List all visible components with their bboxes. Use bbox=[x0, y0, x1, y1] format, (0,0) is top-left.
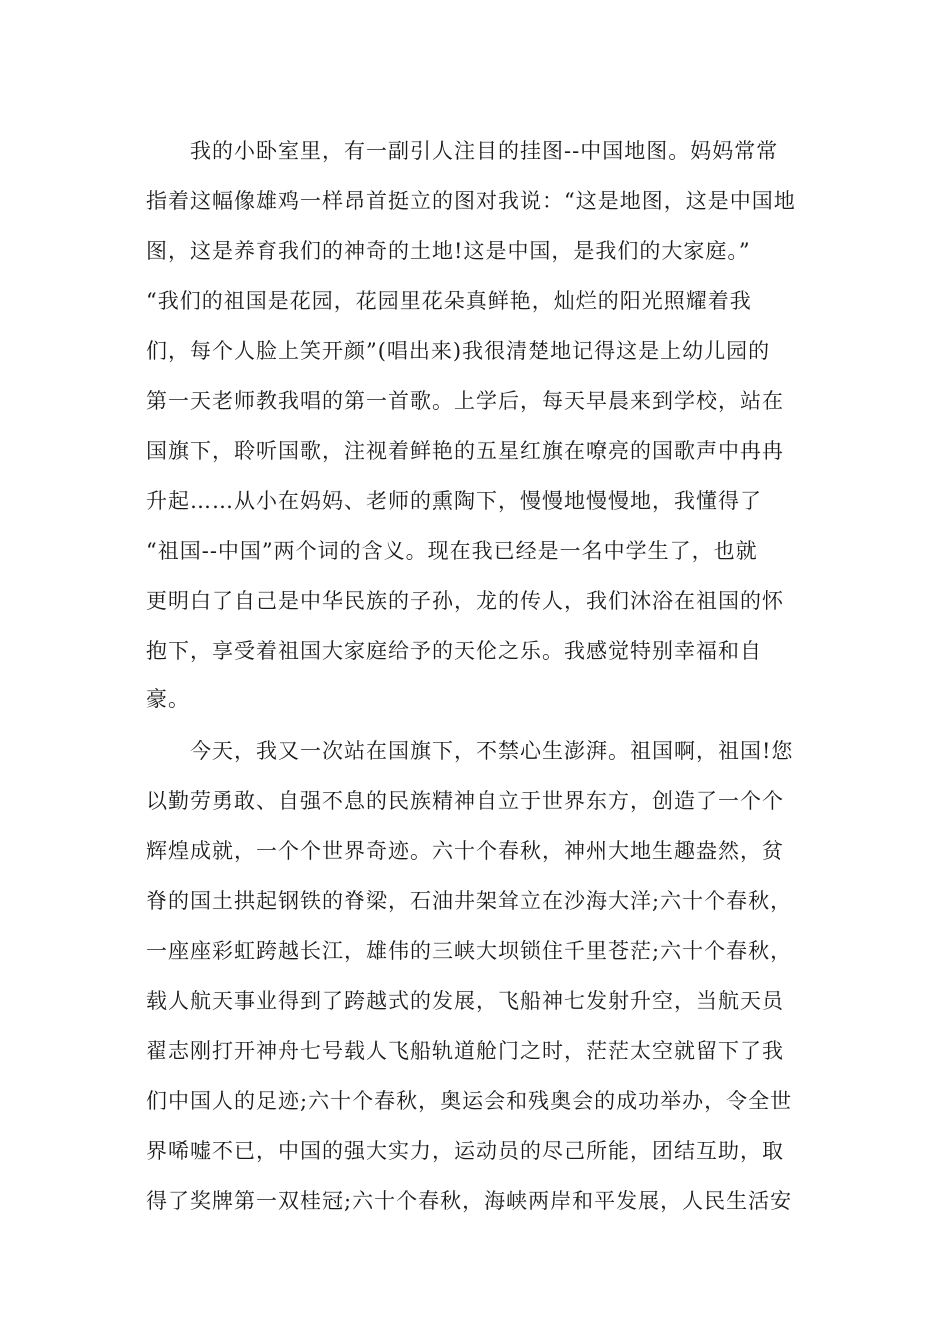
paragraph-1-line-1: 我的小卧室里，有一副引人注目的挂图--中国地图。妈妈常常 bbox=[190, 139, 779, 163]
paragraph-2-line-9: 界唏嘘不已，中国的强大实力，运动员的尽己所能，团结互助，取 bbox=[146, 1139, 784, 1163]
paragraph-2-line-5: 一座座彩虹跨越长江，雄伟的三峡大坝锁住千里苍茫;六十个春秋， bbox=[146, 939, 793, 963]
paragraph-1-line-10: 更明白了自己是中华民族的子孙，龙的传人，我们沐浴在祖国的怀 bbox=[146, 589, 784, 613]
paragraph-2-line-2: 以勤劳勇敢、自强不息的民族精神自立于世界东方，创造了一个个 bbox=[146, 789, 784, 813]
paragraph-2-line-8: 们中国人的足迹;六十个春秋，奥运会和残奥会的成功举办，令全世 bbox=[146, 1089, 793, 1113]
paragraph-1-line-5: 们，每个人脸上笑开颜”(唱出来)我很清楚地记得这是上幼儿园的 bbox=[146, 339, 771, 363]
paragraph-2-line-10: 得了奖牌第一双桂冠;六十个春秋，海峡两岸和平发展，人民生活安 bbox=[146, 1189, 793, 1213]
paragraph-1-line-3: 图，这是养育我们的神奇的土地!这是中国，是我们的大家庭。” bbox=[146, 239, 751, 263]
paragraph-1-line-6: 第一天老师教我唱的第一首歌。上学后，每天早晨来到学校，站在 bbox=[146, 389, 784, 413]
paragraph-1-line-8: 升起……从小在妈妈、老师的熏陶下，慢慢地慢慢地，我懂得了 bbox=[146, 489, 762, 513]
paragraph-1-line-4: “我们的祖国是花园，花园里花朵真鲜艳，灿烂的阳光照耀着我 bbox=[146, 289, 752, 313]
paragraph-1-line-9: “祖国--中国”两个词的含义。现在我已经是一名中学生了，也就 bbox=[146, 539, 758, 563]
paragraph-2-line-1: 今天，我又一次站在国旗下，不禁心生澎湃。祖国啊，祖国!您 bbox=[190, 739, 794, 763]
paragraph-2-line-6: 载人航天事业得到了跨越式的发展，飞船神七发射升空，当航天员 bbox=[146, 989, 784, 1013]
paragraph-1-line-7: 国旗下，聆听国歌，注视着鲜艳的五星红旗在嘹亮的国歌声中冉冉 bbox=[146, 439, 784, 463]
paragraph-2-line-4: 脊的国土拱起钢铁的脊梁，石油井架耸立在沙海大洋;六十个春秋， bbox=[146, 889, 793, 913]
paragraph-1-line-11: 抱下，享受着祖国大家庭给予的天伦之乐。我感觉特别幸福和自 bbox=[146, 639, 762, 663]
paragraph-2-line-3: 辉煌成就，一个个世界奇迹。六十个春秋，神州大地生趣盎然，贫 bbox=[146, 839, 784, 863]
paragraph-2-line-7: 翟志刚打开神舟七号载人飞船轨道舱门之时，茫茫太空就留下了我 bbox=[146, 1039, 784, 1063]
paragraph-1-line-12: 豪。 bbox=[146, 687, 190, 711]
paragraph-1-line-2: 指着这幅像雄鸡一样昂首挺立的图对我说：“这是地图，这是中国地 bbox=[146, 189, 796, 213]
